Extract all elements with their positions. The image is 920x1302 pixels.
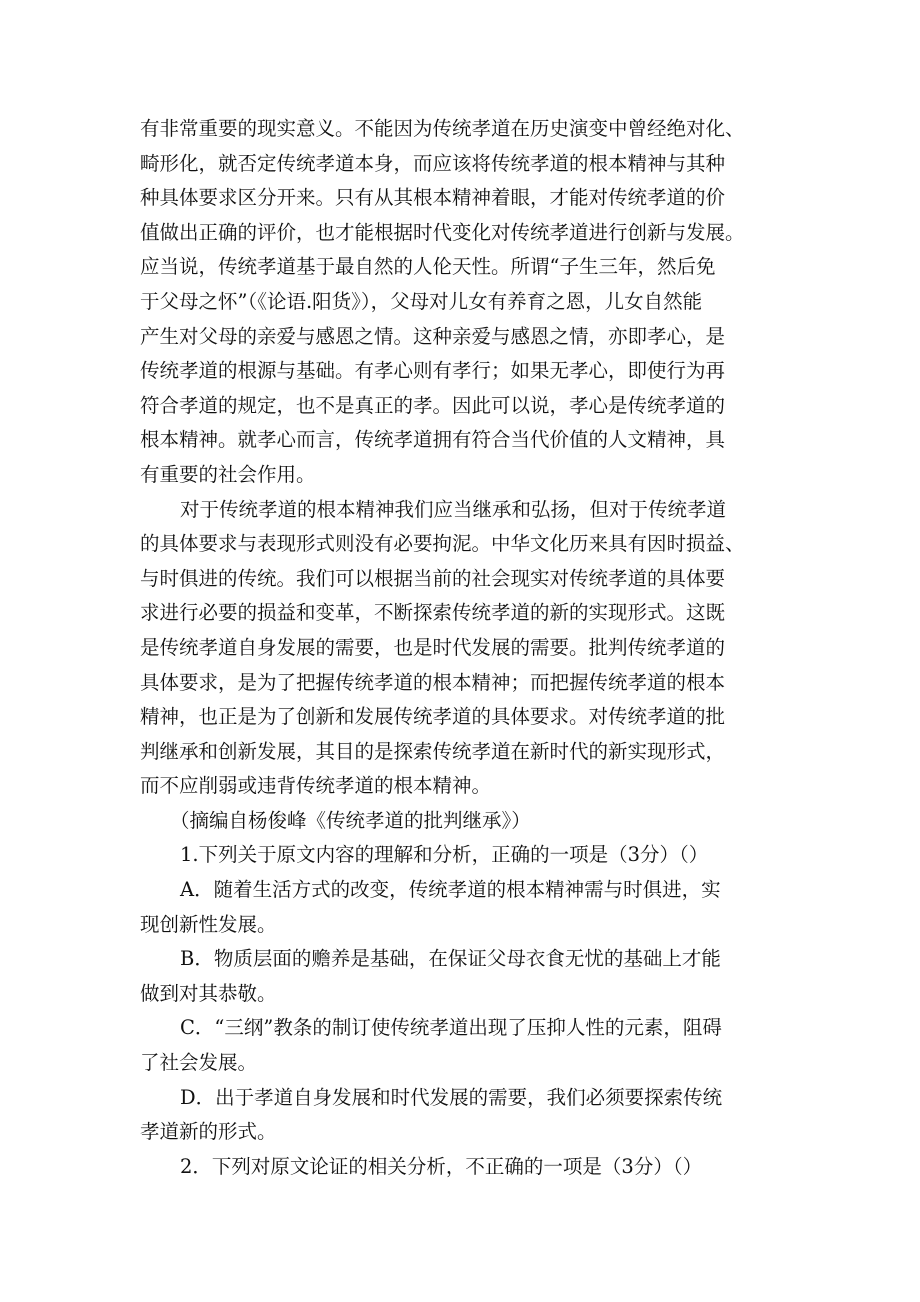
text-line: 是传统孝道自身发展的需要，也是时代发展的需要。批判传统孝道的 — [140, 635, 726, 659]
option-c: C．“三纲”教条的制订使传统孝道出现了压抑人性的元素，阻碍 — [180, 1016, 722, 1040]
article-text — [140, 112, 790, 1184]
text-line: 而不应削弱或违背传统孝道的根本精神。 — [140, 774, 492, 798]
text-line: 种具体要求区分开来。只有从其根本精神着眼，才能对传统孝道的价 — [140, 186, 726, 210]
text-line: 产生对父母的亲爱与感恩之情。这种亲爱与感恩之情，亦即孝心，是 — [140, 324, 726, 348]
text-line: 值做出正确的评价，也才能根据时代变化对传统孝道进行创新与发展。 — [140, 220, 745, 244]
option-a-continued: 现创新性发展。 — [140, 912, 277, 936]
text-line: 有非常重要的现实意义。不能因为传统孝道在历史演变中曾经绝对化、 — [140, 117, 745, 140]
text-line: 具体要求，是为了把握传统孝道的根本精神；而把握传统孝道的根本 — [140, 670, 726, 694]
text-line: 于父母之怀”（《论语.阳货》），父母对儿女有养育之恩，儿女自然能 — [140, 289, 703, 313]
text-line: 传统孝道的根源与基础。有孝心则有孝行；如果无孝心，即使行为再 — [140, 359, 726, 383]
option-d-continued: 孝道新的形式。 — [140, 1120, 277, 1144]
text-line: 的具体要求与表现形式则没有必要拘泥。中华文化历来具有因时损益、 — [140, 532, 745, 556]
option-c-continued: 了社会发展。 — [140, 1051, 258, 1075]
option-a: A．随着生活方式的改变，传统孝道的根本精神需与时俱进，实 — [180, 878, 721, 902]
text-line: 精神，也正是为了创新和发展传统孝道的具体要求。对传统孝道的批 — [140, 705, 726, 729]
question-1: 1.下列关于原文内容的理解和分析，正确的一项是（3分）（） — [180, 843, 709, 867]
text-line: 有重要的社会作用。 — [140, 462, 316, 486]
text-line: 与时俱进的传统。我们可以根据当前的社会现实对传统孝道的具体要 — [140, 566, 726, 590]
option-b-continued: 做到对其恭敬。 — [140, 981, 277, 1005]
option-d: D．出于孝道自身发展和时代发展的需要，我们必须要探索传统 — [180, 1085, 723, 1109]
paragraph-start-line: 对于传统孝道的根本精神我们应当继承和弘扬，但对于传统孝道 — [180, 497, 727, 521]
text-line: 根本精神。就孝心而言，传统孝道拥有符合当代价值的人文精神，具 — [140, 428, 726, 452]
option-b: B．物质层面的赡养是基础，在保证父母衣食无忧的基础上才能 — [180, 947, 721, 971]
question-2: 2．下列对原文论证的相关分析，不正确的一项是（3分）（） — [180, 1154, 703, 1178]
source-citation: （摘编自杨俊峰《传统孝道的批判继承》） — [170, 808, 531, 832]
text-line: 应当说，传统孝道基于最自然的人伦天性。所谓“子生三年，然后免 — [140, 255, 716, 279]
text-line: 判继承和创新发展，其目的是探索传统孝道在新时代的新实现形式， — [140, 739, 726, 763]
text-line: 畸形化，就否定传统孝道本身，而应该将传统孝道的根本精神与其种 — [140, 151, 726, 175]
text-line: 求进行必要的损益和变革，不断探索传统孝道的新的实现形式。这既 — [140, 601, 726, 625]
text-line: 符合孝道的规定，也不是真正的孝。因此可以说，孝心是传统孝道的 — [140, 393, 726, 417]
